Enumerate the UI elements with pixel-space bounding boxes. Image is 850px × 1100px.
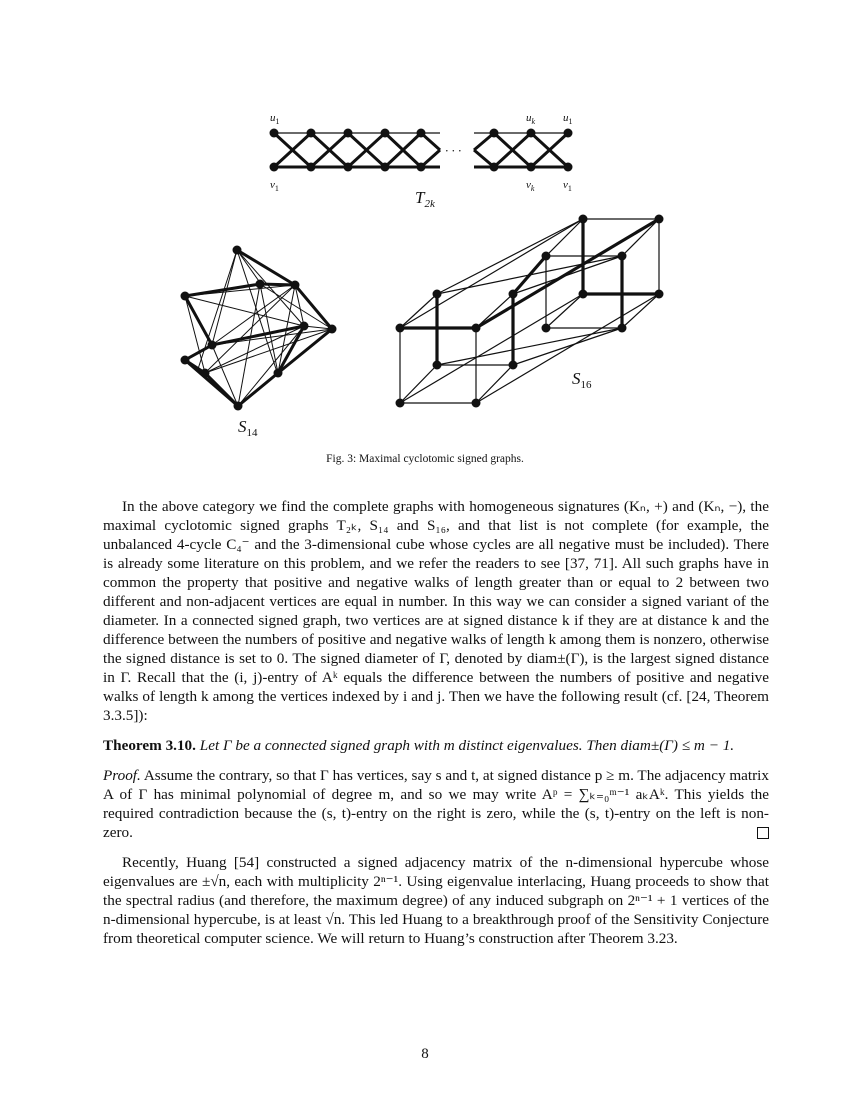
paragraph-2: Recently, Huang [54] constructed a signed adjacency matrix of the n-dimensional hypercube whose eigenvalues are ±√n, each with multiplicity 2ⁿ⁻¹. Using eigenvalue interlacing, Huang proceeds to show that the spectral radius (and therefore, the maximum degree) of any induced subgraph on 2ⁿ⁻¹ + 1 vertices of the n-dimensional hypercube, is at least √n. This led Huang to a breakthrough proof of the Sensitivity Conjecture from theoretical computer science. We will return to Huang’s construction after Theorem 3.23. [103, 854, 769, 947]
proof-label: Proof. [103, 767, 141, 784]
figure-3 [0, 0, 850, 450]
figure-caption: Fig. 3: Maximal cyclotomic signed graphs. [326, 453, 524, 465]
svg-text:u1: $u_1$ [563, 112, 573, 126]
s14-label: $S_{14}$ [238, 417, 258, 439]
s16-label: $S_{16}$ [572, 369, 592, 391]
svg-text:T2k: $T_{2k}$ [415, 188, 435, 210]
s16-graph [396, 215, 664, 408]
theorem-label: Theorem 3.10. [103, 737, 196, 754]
theorem-text: Let Γ be a connected signed graph with m distinct eigenvalues. Then diam±(Γ) ≤ m − 1. [199, 737, 735, 754]
t2k-graph [270, 129, 573, 172]
svg-text:vk: $v_k$ [526, 179, 535, 193]
s14-graph [181, 246, 337, 411]
body-text [103, 497, 769, 948]
svg-text:v1: $v_1$ [270, 179, 279, 193]
svg-text:uk: $u_k$ [526, 112, 536, 126]
proof [103, 766, 769, 842]
proof-text: Assume the contrary, so that Γ has vertices, say s and t, at signed distance p ≥ m. The adjacency matrix A of Γ has minimal polynomial of degree m, and so we may write Aᵖ = ∑ₖ₌₀ᵐ⁻¹ aₖAᵏ. This yields the required contradiction because the (s, t)-entry on the right is zero, while the (s, t)-entry on the left is non-zero. [103, 767, 769, 841]
svg-text:· · ·: · · · [445, 143, 462, 158]
theorem-3-10 [103, 736, 769, 755]
paragraph-1: In the above category we find the complete graphs with homogeneous signatures (Kₙ, +) and (Kₙ, −), the maximal cyclotomic signed graphs T₂ₖ, S₁₄ and S₁₆, and that list is not complete (for example, the unbalanced 4-cycle C₄⁻ and the 3-dimensional cube whose cycles are all negative must be included). There is already some literature on this problem, and we refer the readers to see [37, 71]. All such graphs have in common the property that positive and negative walks of length greater than or equal to 2 between two different and non-adjacent vertices are equal in number. In this way we can consider a signed variant of the diameter. In a connected signed graph, two vertices are at signed distance k if they are at distance k and the difference between the numbers of positive and negative walks of length k among them is nonzero, otherwise the signed distance is set to 0. The signed diameter of Γ, denoted by diam±(Γ), is the largest signed distance in Γ. Recall that the (i, j)-entry of Aᵏ equals the difference between the numbers of positive and negative walks of length k among the vertices indexed by i and j. Then we have the following result (cf. [24, Theorem 3.3.5]): [103, 498, 769, 724]
page-number: 8 [421, 1046, 429, 1062]
svg-text:u1: $u_1$ [270, 112, 280, 126]
svg-text:v1: $v_1$ [563, 179, 572, 193]
qed-square-icon [757, 827, 769, 839]
